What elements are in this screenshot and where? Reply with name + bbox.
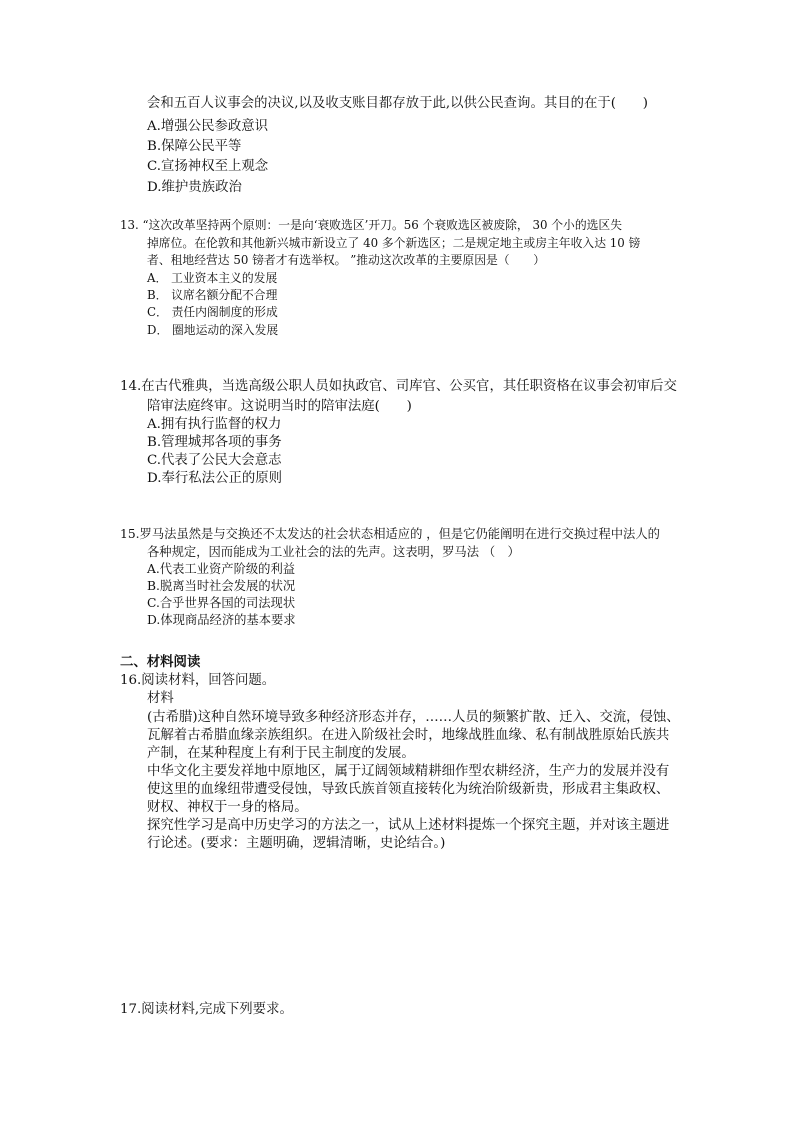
q14-option-d: D.奉行私法公正的原则 <box>147 471 283 486</box>
q16-para2-line-2: 使这里的血缘纽带遭受侵蚀，导致氏族首领直接转化为统治阶级新贵，形成君主集政权、 <box>147 782 670 797</box>
q14-option-b: B.管理城邦各项的事务 <box>147 435 282 450</box>
q14-stem-line-1: 14.在古代雅典，当选高级公职人员如执政官、司库官、公买官，其任职资格在议事会初审后交 <box>120 379 677 394</box>
q16-para3-line-2: 行论述。(要求：主题明确，逻辑清晰，史论结合。) <box>147 836 446 851</box>
q16-para1-line-1: (古希腊)这种自然环境导致多种经济形态并存，……人员的频繁扩散、迁入、交流，侵蚀、 <box>147 710 680 725</box>
q14-option-c: C.代表了公民大会意志 <box>147 453 282 468</box>
q13-option-a: A． 工业资本主义的发展 <box>147 271 278 285</box>
q16-para3-line-1: 探究性学习是高中历史学习的方法之一，试从上述材料提炼一个探究主题，并对该主题进 <box>147 818 670 833</box>
q13-option-b: B． 议席名额分配不合理 <box>147 288 278 302</box>
q13-stem-line-2: 掉席位。在伦敦和其他新兴城市新设立了 40 多个新选区；二是规定地主或房主年收入达 10 镑 <box>147 236 641 250</box>
q15-option-d: D.体现商品经济的基本要求 <box>147 613 296 627</box>
q12-option-a: A.增强公民参政意识 <box>147 119 269 134</box>
q13-option-c: C． 责任内阁制度的形成 <box>147 305 278 319</box>
q15-stem-line-2: 各种规定，因而能成为工业社会的法的先声。这表明，罗马法 （ ） <box>147 545 520 559</box>
q13-stem-line-1: 13. “这次改革坚持两个原则：一是向‘衰败选区’开刀。56 个衰败选区被废除， 30 个小的选区失 <box>120 218 623 232</box>
q13-stem-line-3: 者、租地经营达 50 镑者才有选举权。 ”推动这次改革的主要原因是（ ） <box>147 253 545 267</box>
q12-stem: 会和五百人议事会的决议,以及收支账目都存放于此,以供公民查询。其目的在于( ) <box>147 96 649 111</box>
q16-stem: 16.阅读材料，回答问题。 <box>120 673 276 688</box>
q16-material-label: 材料 <box>147 691 174 706</box>
q12-option-b: B.保障公民平等 <box>147 139 242 154</box>
q15-option-b: B.脱离当时社会发展的状况 <box>147 579 296 593</box>
q14-stem-line-2: 陪审法庭终审。这说明当时的陪审法庭( ) <box>147 399 412 414</box>
q12-option-c: C.宣扬神权至上观念 <box>147 159 269 174</box>
q16-para1-line-3: 产制，在某种程度上有利于民主制度的发展。 <box>147 746 415 761</box>
q14-option-a: A.拥有执行监督的权力 <box>147 417 282 432</box>
q17-stem: 17.阅读材料,完成下列要求。 <box>120 1002 293 1017</box>
q16-para2-line-1: 中华文化主要发祥地中原地区，属于辽阔领域精耕细作型农耕经济，生产力的发展并没有 <box>147 764 670 779</box>
q15-option-a: A.代表工业资产阶级的利益 <box>147 562 296 576</box>
q16-para1-line-2: 瓦解着古希腊血缘亲族组织。在进入阶级社会时，地缘战胜血缘、私有制战胜原始氏族共 <box>147 728 670 743</box>
q16-para2-line-3: 财权、神权于一身的格局。 <box>147 800 308 815</box>
q15-stem-line-1: 15.罗马法虽然是与交换还不太发达的社会状态相适应的 ，但是它仍能阐明在进行交换过程中法人的 <box>120 527 660 541</box>
section-title: 二、材料阅读 <box>120 654 201 670</box>
q13-option-d: D． 圈地运动的深入发展 <box>147 323 279 337</box>
q12-option-d: D.维护贵族政治 <box>147 180 242 195</box>
q15-option-c: C.合乎世界各国的司法现状 <box>147 596 296 610</box>
